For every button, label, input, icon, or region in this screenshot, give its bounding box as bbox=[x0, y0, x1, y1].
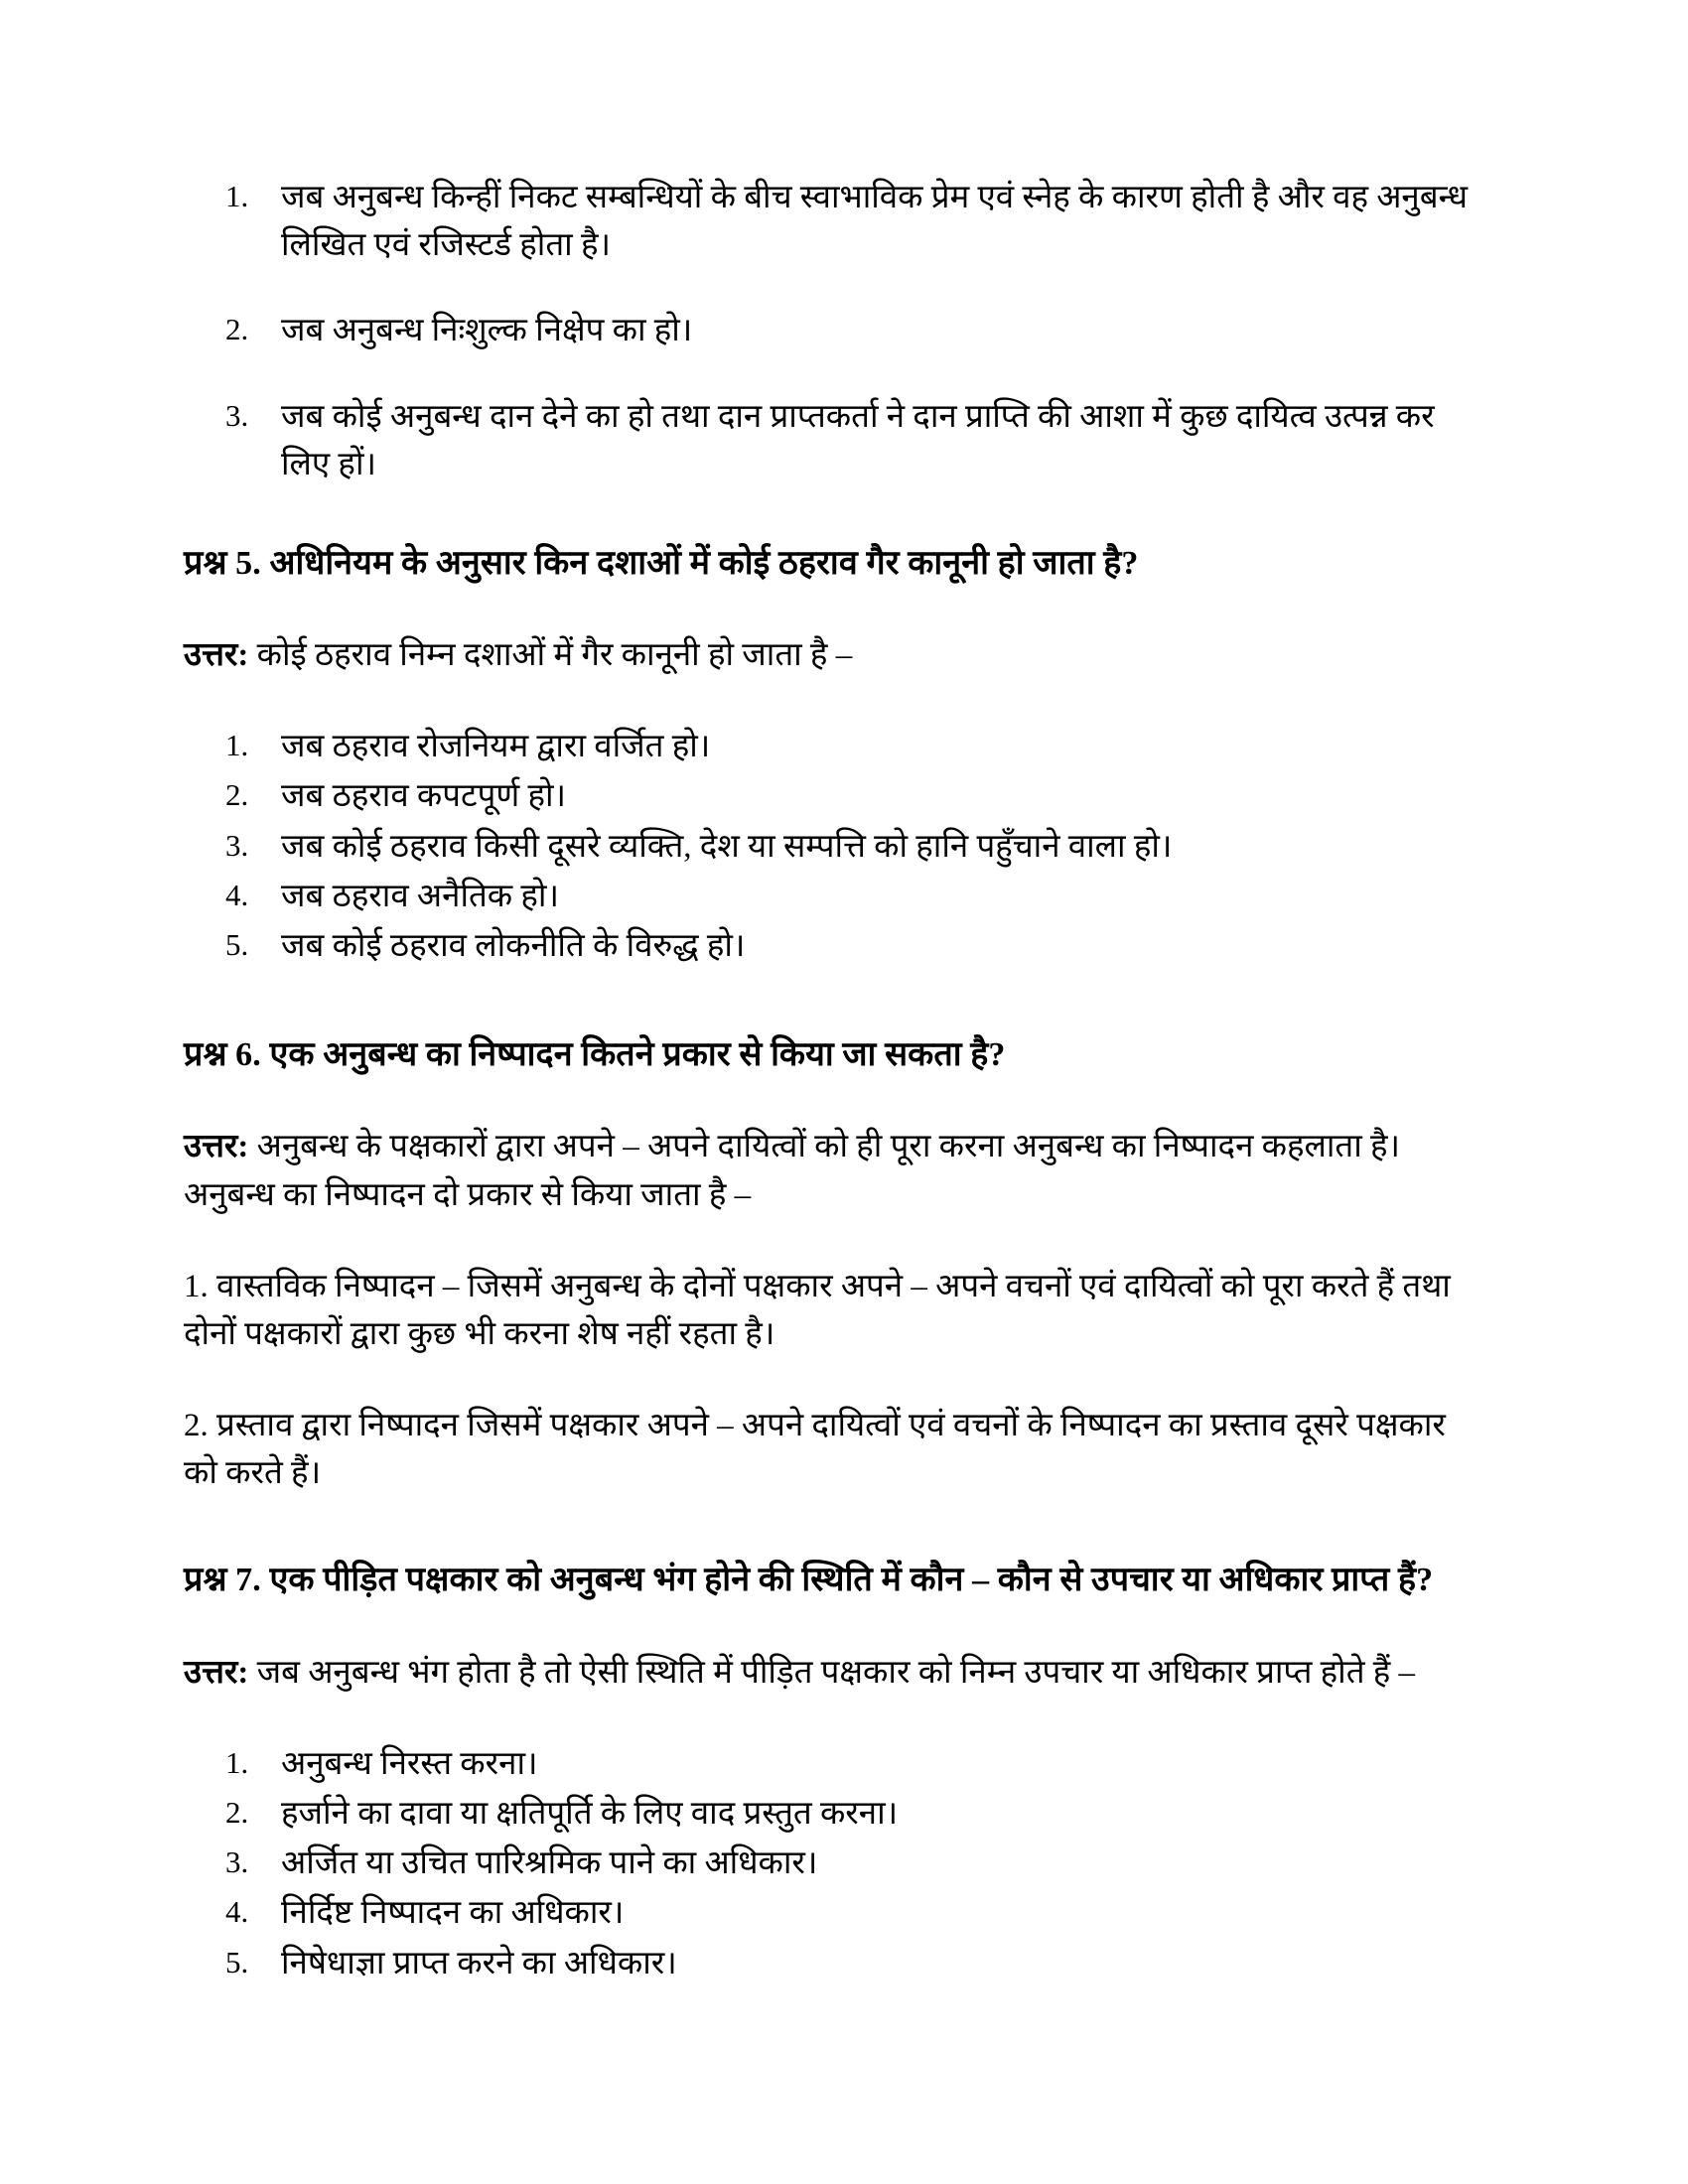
list-item: अर्जित या उचित पारिश्रमिक पाने का अधिकार। bbox=[281, 1845, 818, 1882]
spacer bbox=[184, 488, 1484, 540]
list-item: जब अनुबन्ध निःशुल्क निक्षेप का हो। bbox=[281, 313, 693, 349]
list-item: जब ठहराव कपटपूर्ण हो। bbox=[281, 778, 567, 815]
question-7-heading: प्रश्न 7. एक पीड़ित पक्षकार को अनुबन्ध भंग होने की स्थिति में कौन – कौन से उपचार या अधिकार प्राप्त हैं? bbox=[184, 1562, 1434, 1599]
question-6-point-2: 2. प्रस्ताव द्वारा निष्पादन जिसमें पक्षकार अपने – अपने दायित्वों एवं वचनों के निष्पादन का प्रस्ताव दूसरे पक्षकार को करते हैं। bbox=[184, 1408, 1446, 1492]
list-item: निषेधाज्ञा प्राप्त करने का अधिकार। bbox=[281, 1945, 677, 1981]
question-6-point-1: 1. वास्तविक निष्पादन – जिसमें अनुबन्ध के दोनों पक्षकार अपने – अपने वचनों एवं दायित्वों को पूरा करते हैं तथा दोनों पक्षकारों द्वारा कुछ भी करना शेष नहीं रहता है। bbox=[184, 1268, 1451, 1352]
answer-text: अनुबन्ध के पक्षकारों द्वारा अपने – अपने दायित्वों को ही पूरा करना अनुबन्ध का निष्पादन कहलाता है। अनुबन्ध का निष्पादन दो प्रकार से किया जाता है – bbox=[184, 1129, 1401, 1213]
spacer bbox=[184, 1358, 1484, 1402]
spacer bbox=[184, 1079, 1484, 1123]
spacer bbox=[184, 588, 1484, 631]
spacer bbox=[184, 1697, 1484, 1740]
list-item: अनुबन्ध निरस्त करना। bbox=[281, 1745, 538, 1782]
list-item: जब कोई ठहराव लोकनीति के विरुद्ध हो। bbox=[281, 927, 746, 964]
question-7-answer bbox=[184, 1649, 1484, 1697]
list-item: हर्जाने का दावा या क्षतिपूर्ति के लिए वाद प्रस्तुत करना। bbox=[281, 1796, 899, 1833]
spacer bbox=[184, 1605, 1484, 1649]
spacer bbox=[184, 1219, 1484, 1263]
answer-text: कोई ठहराव निम्न दशाओं में गैर कानूनी हो जाता है – bbox=[248, 637, 853, 674]
list-item: जब कोई अनुबन्ध दान देने का हो तथा दान प्राप्तकर्ता ने दान प्राप्ति की आशा में कुछ दायित्व उत्पन्न कर लिए हों। bbox=[281, 398, 1435, 482]
answer-text: जब अनुबन्ध भंग होता है तो ऐसी स्थिति में पीड़ित पक्षकार को निम्न उपचार या अधिकार प्राप्त होते हैं – bbox=[248, 1654, 1416, 1691]
spacer bbox=[184, 972, 1484, 1031]
question-5-answer bbox=[184, 631, 1484, 679]
continued-conditions-list bbox=[184, 174, 1484, 488]
question-6-answer bbox=[184, 1123, 1484, 1218]
question-5-heading: प्रश्न 5. अधिनियम के अनुसार किन दशाओं में कोई ठहराव गैर कानूनी हो जाता है? bbox=[184, 544, 1139, 582]
answer-label: उत्तर: bbox=[184, 1129, 249, 1165]
list-item: जब कोई ठहराव किसी दूसरे व्यक्ति, देश या सम्पत्ति को हानि पहुँचाने वाला हो। bbox=[281, 828, 1173, 865]
list-item: जब ठहराव रोजनियम द्वारा वर्जित हो। bbox=[281, 729, 711, 765]
list-item: निर्दिष्ट निष्पादन का अधिकार। bbox=[281, 1895, 625, 1932]
question-5-list bbox=[184, 723, 1484, 970]
spacer bbox=[184, 679, 1484, 723]
list-item: जब अनुबन्ध किन्हीं निकट सम्बन्धियों के बीच स्वाभाविक प्रेम एवं स्नेह के कारण होती है और वह अनुबन्ध लिखित एवं रजिस्टर्ड होता है। bbox=[281, 180, 1469, 264]
question-7-list bbox=[184, 1740, 1484, 1987]
document-content bbox=[184, 174, 1484, 1987]
list-item: जब ठहराव अनैतिक हो। bbox=[281, 878, 559, 914]
question-6-heading: प्रश्न 6. एक अनुबन्ध का निष्पादन कितने प्रकार से किया जा सकता है? bbox=[184, 1036, 1006, 1074]
answer-label: उत्तर: bbox=[184, 1654, 249, 1691]
answer-label: उत्तर: bbox=[184, 637, 249, 674]
spacer bbox=[184, 1497, 1484, 1557]
